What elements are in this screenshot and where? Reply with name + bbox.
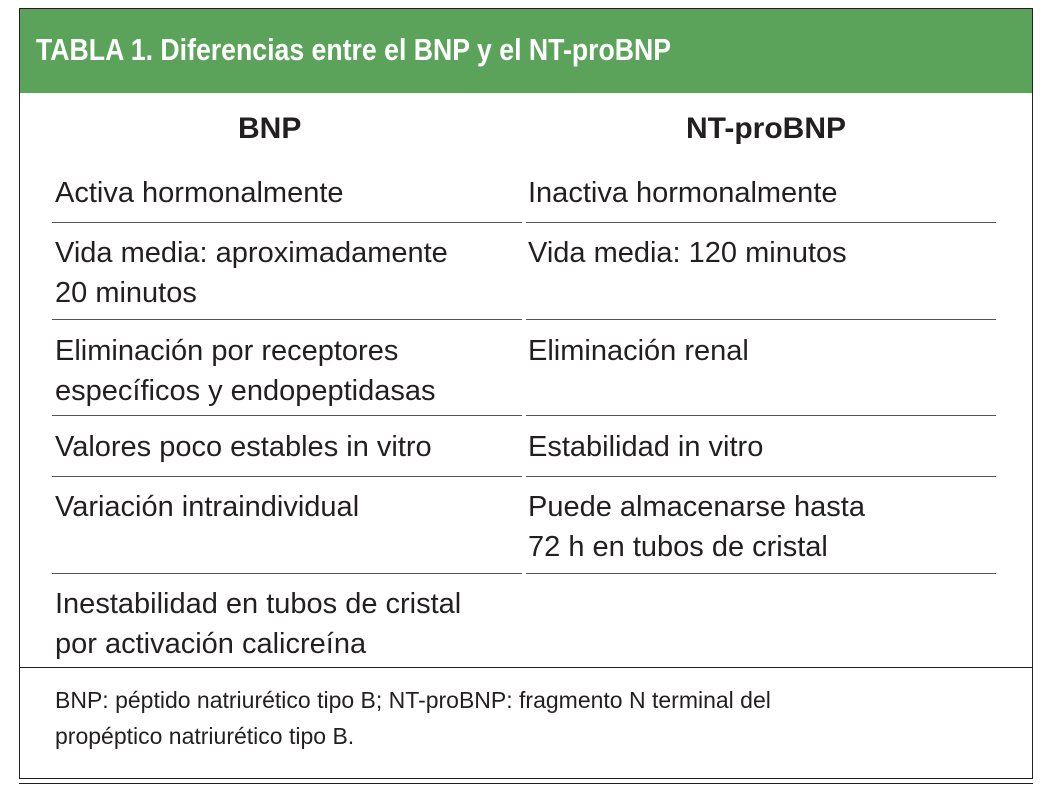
row-divider	[52, 476, 522, 477]
row-divider	[526, 222, 996, 223]
cell-ntprobnp-row-1	[528, 173, 838, 213]
table-title: TABLA 1. Diferencias entre el BNP y el NT-proBNP	[36, 32, 672, 67]
cell-line: Inestabilidad en tubos de cristal	[55, 588, 462, 620]
row-divider	[526, 319, 996, 320]
row-divider	[52, 319, 522, 320]
cell-line: Puede almacenarse hasta	[528, 491, 865, 523]
cell-bnp-row-4	[55, 427, 432, 467]
cell-bnp-row-1	[55, 173, 344, 213]
cell-line: Eliminación renal	[528, 335, 749, 367]
footnote-line: propéptico natriurético tipo B.	[55, 723, 355, 749]
cell-line: Valores poco estables in vitro	[55, 431, 432, 463]
cell-ntprobnp-row-3	[528, 331, 749, 371]
cell-line: Inactiva hormonalmente	[528, 177, 838, 209]
table-footnote	[55, 682, 1015, 754]
cell-bnp-row-5	[55, 487, 359, 527]
row-divider	[526, 476, 996, 477]
cell-line: Variación intraindividual	[55, 491, 360, 523]
cell-ntprobnp-row-5	[528, 487, 865, 567]
footnote-line: BNP: péptido natriurético tipo B; NT-proBNP: fragmento N terminal del	[55, 687, 771, 713]
cell-ntprobnp-row-4	[528, 427, 763, 467]
cell-bnp-row-2	[55, 233, 448, 313]
bottom-rule	[19, 783, 1033, 784]
cell-line: Vida media: aproximadamente	[55, 237, 448, 269]
cell-line: específicos y endopeptidasas	[55, 375, 436, 407]
row-divider	[52, 415, 522, 416]
cell-line: Activa hormonalmente	[55, 177, 344, 209]
cell-line: Estabilidad in vitro	[528, 431, 764, 463]
cell-line: Vida media: 120 minutos	[528, 237, 847, 269]
cell-bnp-row-3	[55, 331, 435, 411]
cell-line: por activación calicreína	[55, 628, 367, 660]
column-header-bnp: BNP	[238, 112, 302, 145]
cell-line: Eliminación por receptores	[55, 335, 399, 367]
column-header-ntprobnp: NT-proBNP	[686, 112, 846, 145]
row-divider	[52, 222, 522, 223]
cell-bnp-row-6	[55, 584, 461, 664]
row-divider	[526, 573, 996, 574]
cell-line: 20 minutos	[55, 277, 197, 309]
cell-ntprobnp-row-2	[528, 233, 847, 273]
cell-line: 72 h en tubos de cristal	[528, 531, 828, 563]
footnote-divider	[20, 667, 1032, 668]
row-divider	[526, 415, 996, 416]
row-divider	[52, 573, 522, 574]
